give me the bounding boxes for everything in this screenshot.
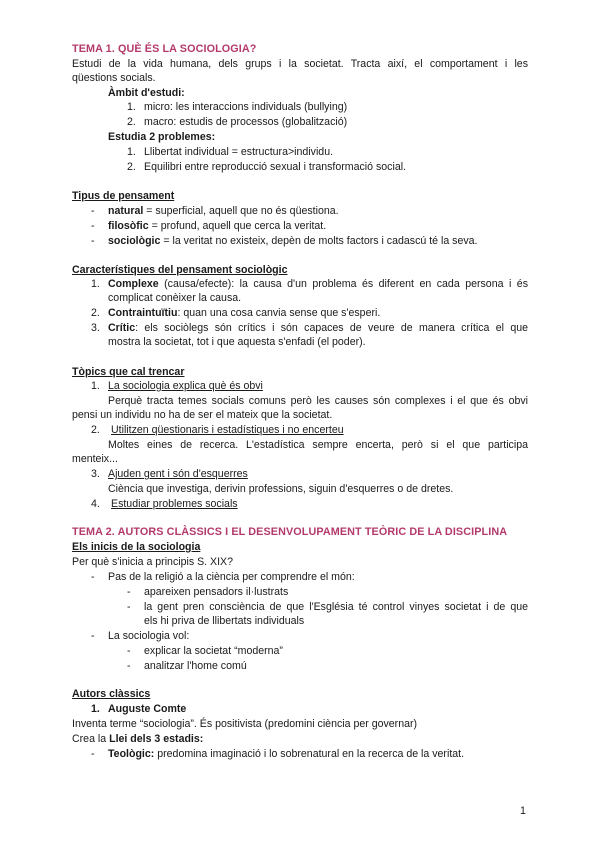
- caract-item-num: 2.: [91, 307, 100, 319]
- caract-item-num: 3.: [91, 322, 100, 334]
- topic-title: Utilitzen qüestionaris i estadístiques i no encerteu: [111, 424, 344, 436]
- tipus-def: = la veritat no existeix, depèn de molts factors i cadascú té la seva.: [160, 235, 478, 247]
- ambit-item: macro: estudis de processos (globalització): [144, 116, 348, 128]
- tipus-heading: Tipus de pensament: [72, 190, 175, 202]
- caract-item-num: 1.: [91, 278, 100, 290]
- tipus-item: [108, 235, 477, 248]
- topic-desc: Moltes eines de recerca. L'estadística sempre encerta, però si el que participa: [108, 439, 528, 451]
- topic-title: La sociologia explica què és obvi: [108, 380, 263, 392]
- tipus-term: sociològic: [108, 235, 161, 247]
- topic-num: 2.: [91, 424, 100, 436]
- topic-desc-cont: menteix...: [72, 453, 118, 465]
- estudia-heading: Estudia 2 problemes:: [108, 131, 216, 143]
- estadi-term: Teològic:: [108, 748, 155, 760]
- caract-item-line: [108, 278, 528, 291]
- dash-bullet: -: [91, 571, 95, 583]
- topic-num: 4.: [91, 498, 100, 510]
- topic-num: 3.: [91, 468, 100, 480]
- estudia-item: Llibertat individual = estructura>individu.: [144, 146, 334, 158]
- caract-term: Complexe: [108, 278, 159, 290]
- tipus-item: [108, 220, 326, 233]
- ambit-item-num: 2.: [127, 116, 136, 128]
- topic-desc: Ciència que investiga, derivin professions, siguin d'esquerres o de dretes.: [108, 483, 454, 495]
- autors-heading: Autors clàssics: [72, 688, 151, 700]
- inicis-question: Per què s'inicia a principis S. XIX?: [72, 556, 234, 568]
- dash-bullet: -: [127, 601, 131, 613]
- estudia-item: Equilibri entre reproducció sexual i transformació social.: [144, 161, 407, 173]
- dash-bullet: -: [127, 645, 131, 657]
- caract-item-cont: complicat conèixer la causa.: [108, 292, 242, 304]
- topics-heading: Tòpics que cal trencar: [72, 366, 185, 378]
- ambit-item: micro: les interaccions individuals (bullying): [144, 101, 348, 113]
- dash-bullet: -: [127, 660, 131, 672]
- comte-llei-term: Llei dels 3 estadis:: [109, 733, 204, 745]
- tipus-term: natural: [108, 205, 144, 217]
- caract-def: : quan una cosa canvia sense que s'esperi.: [177, 307, 381, 319]
- comte-llei: [72, 733, 203, 746]
- tipus-term: filosòfic: [108, 220, 149, 232]
- tipus-def: = superficial, aquell que no és qüestiona.: [143, 205, 339, 217]
- inicis-subpoint: analitzar l'home comú: [144, 660, 247, 672]
- topic-title: Estudiar problemes socials: [111, 498, 238, 510]
- estudia-item-num: 1.: [127, 146, 136, 158]
- topic-desc: Perquè tracta temes socials comuns però les causes són complexes i el que és obvi: [108, 395, 528, 407]
- caract-term: Contraintuïtiu: [108, 307, 178, 319]
- page-number: 1: [520, 805, 526, 817]
- ambit-heading: Àmbit d'estudi:: [108, 87, 185, 99]
- topic-num: 1.: [91, 380, 100, 392]
- tipus-item: [108, 205, 339, 218]
- inicis-subpoint: explicar la societat “moderna”: [144, 645, 283, 657]
- caract-heading: Característiques del pensament sociològic: [72, 264, 288, 276]
- inicis-subpoint-cont: els hi priva de llibertats individuals: [144, 615, 305, 627]
- autor-name: Auguste Comte: [108, 703, 187, 715]
- dash-bullet: -: [91, 630, 95, 642]
- comte-llei-pre: Crea la: [72, 733, 110, 745]
- inicis-point: Pas de la religió a la ciència per comprendre el món:: [108, 571, 355, 583]
- estadi-item: [108, 748, 464, 761]
- caract-item-line: [108, 322, 528, 335]
- tipus-def: = profund, aquell que cerca la veritat.: [148, 220, 327, 232]
- topic-desc-cont: pensi un individu no ha de ser el mateix que la societat.: [72, 409, 333, 421]
- dash-bullet: -: [127, 586, 131, 598]
- tema1-intro-line1: Estudi de la vida humana, dels grups i la societat. Tracta així, el comportament i les: [72, 58, 528, 70]
- dash-bullet: -: [91, 220, 95, 232]
- caract-term: Crític: [108, 322, 136, 334]
- dash-bullet: -: [91, 205, 95, 217]
- caract-item-line: [108, 307, 380, 320]
- tema1-intro-line2: qüestions socials.: [72, 72, 156, 84]
- autor-num: 1.: [91, 703, 100, 715]
- comte-desc: Inventa terme “sociologia”. És positivista (predomini ciència per governar): [72, 718, 418, 730]
- caract-def: (causa/efecte): la causa d'un problema és diferent en cada persona i és: [158, 278, 528, 290]
- estadi-def: predomina imaginació i lo sobrenatural en la recerca de la veritat.: [154, 748, 465, 760]
- dash-bullet: -: [91, 235, 95, 247]
- inicis-subpoint: apareixen pensadors il·lustrats: [144, 586, 289, 598]
- ambit-item-num: 1.: [127, 101, 136, 113]
- dash-bullet: -: [91, 748, 95, 760]
- topic-title: Ajuden gent i són d'esquerres: [108, 468, 248, 480]
- tema2-title: TEMA 2. AUTORS CLÀSSICS I EL DESENVOLUPAMENT TEÒRIC DE LA DISCIPLINA: [72, 526, 508, 538]
- tema1-title: TEMA 1. QUÈ ÉS LA SOCIOLOGIA?: [72, 43, 257, 55]
- inicis-point: La sociologia vol:: [108, 630, 190, 642]
- inicis-heading: Els inicis de la sociologia: [72, 541, 201, 553]
- caract-item-cont: mostra la societat, tot i que aquesta s'enfadi (el poder).: [108, 336, 366, 348]
- inicis-subpoint: la gent pren consciència de que l'Església té control vinyes societat i de que: [144, 601, 528, 613]
- estudia-item-num: 2.: [127, 161, 136, 173]
- caract-def: : els sociòlegs són crítics i són capaces de veure de manera crítica el que: [135, 322, 528, 334]
